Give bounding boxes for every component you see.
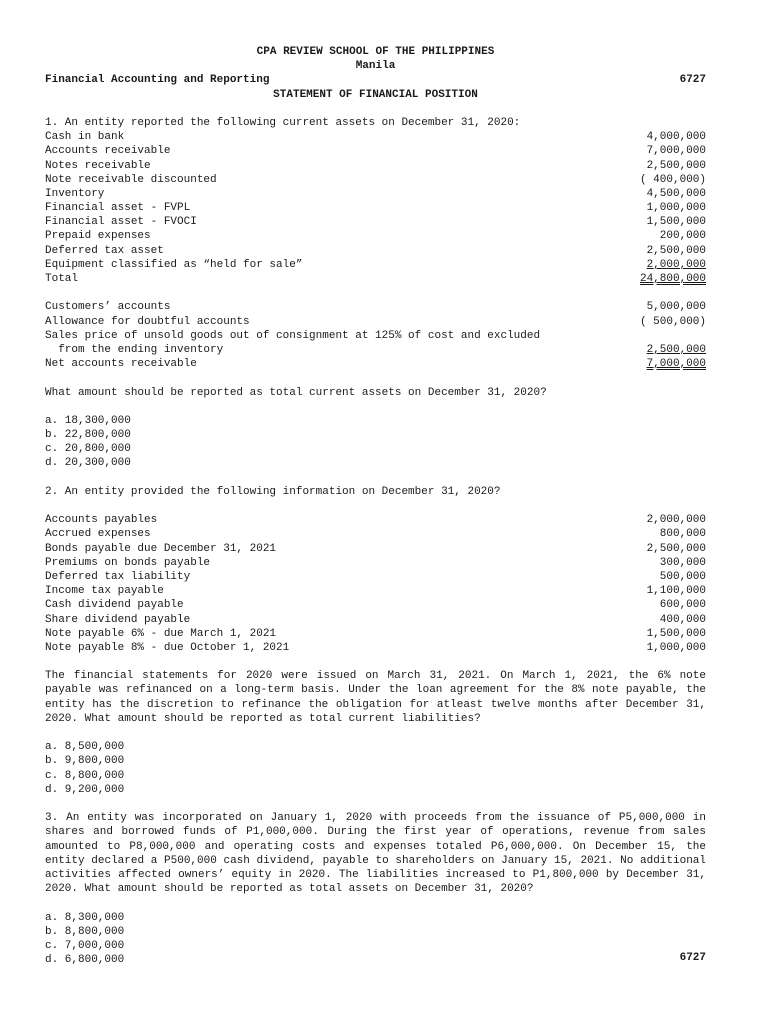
list-item: Share dividend payable 400,000 [45,613,706,626]
choice-d: d. 9,200,000 [45,783,125,796]
choice-c: c. 8,800,000 [45,769,125,782]
list-item: Equipment classified as “held for sale” 2,000,000 [45,258,706,271]
list-item: Note payable 6% - due March 1, 2021 1,500,000 [45,627,706,640]
list-item: Deferred tax asset 2,500,000 [45,244,706,257]
q3-paragraph: 3. An entity was incorporated on January 1, 2020 with proceeds from the issuance of P5,000,000 in shares and borrowed funds of P1,000,000. During the first year of operations, revenue from sales amounted to P8,000,000 and operating costs and expenses totaled P6,000,000. On December 15, the entity declared a P500,000 cash dividend, payable to shareholders on January 15, 2021. No additional activities affected owners’ equity in 2020. The liabilities increased to P1,800,000 by December 31, 2020. What amount should be reported as total assets on December 31, 2020? [45,812,706,896]
list-item: Deferred tax liability 500,000 [45,570,706,583]
q1-receivables-list [45,300,706,371]
subject-row [45,73,706,87]
school-city: Manila [355,60,396,73]
choice-a: a. 8,500,000 [45,741,125,754]
q1-current-assets-list [45,130,706,286]
list-item: from the ending inventory 2,500,000 [45,343,706,356]
total-row: Total 24,800,000 [45,273,706,285]
total-row: Net accounts receivable 7,000,000 [45,358,706,371]
list-item: Financial asset - FVPL 1,000,000 [45,202,706,215]
list-item: Bonds payable due December 31, 2021 2,500,000 [45,542,706,555]
page-footer [45,951,706,965]
choice-d: d. 6,800,000 [45,954,125,967]
q1-question: What amount should be reported as total current assets on December 31, 2020? [45,386,547,399]
choice-c: c. 20,800,000 [45,443,131,456]
list-item: Premiums on bonds payable 300,000 [45,556,706,569]
list-item: Accounts payables 2,000,000 [45,514,706,527]
q2-paragraph: The financial statements for 2020 were issued on March 31, 2021. On March 1, 2021, the 6% note payable was refinanced on a long-term basis. Under the loan agreement for the 8% note payable, the entity has the discretion to refinance the obligation for atleast twelve months after December 31, 2020. What amount should be reported as total current liabilities? [45,670,706,725]
q1-intro: 1. An entity reported the following current assets on December 31, 2020: [45,116,521,129]
list-item: Income tax payable 1,100,000 [45,585,706,598]
document-page [45,45,706,967]
choice-d: d. 20,300,000 [45,457,131,470]
list-item: Sales price of unsold goods out of consignment at 125% of cost and excluded [45,329,541,342]
list-item: Prepaid expenses 200,000 [45,230,706,243]
q1-choices [45,414,706,471]
choice-a: a. 18,300,000 [45,414,131,427]
list-item: Note payable 8% - due October 1, 2021 1,000,000 [45,641,706,654]
list-item: Allowance for doubtful accounts ( 500,000) [45,315,706,328]
list-item: Note receivable discounted ( 400,000) [45,173,706,186]
list-item: Cash in bank 4,000,000 [45,131,706,144]
choice-b: b. 8,800,000 [45,925,125,938]
list-item: Cash dividend payable 600,000 [45,599,706,612]
choice-a: a. 8,300,000 [45,911,125,924]
subject-title: Financial Accounting and Reporting [45,74,270,87]
document-code: 6727 [679,74,706,87]
list-item: Customers’ accounts 5,000,000 [45,301,706,314]
topic-title: STATEMENT OF FINANCIAL POSITION [273,88,478,101]
choice-b: b. 9,800,000 [45,755,125,768]
list-item: Financial asset - FVOCI 1,500,000 [45,216,706,229]
list-item: Accrued expenses 800,000 [45,528,706,541]
q2-intro: 2. An entity provided the following information on December 31, 2020? [45,485,501,498]
list-item: Inventory 4,500,000 [45,187,706,200]
list-item: Accounts receivable 7,000,000 [45,145,706,158]
choice-c: c. 7,000,000 [45,939,125,952]
choice-b: b. 22,800,000 [45,429,131,442]
q2-liabilities-list [45,513,706,655]
footer-code: 6727 [679,952,706,964]
q2-choices [45,740,706,797]
list-item: Notes receivable 2,500,000 [45,159,706,172]
school-name: CPA REVIEW SCHOOL OF THE PHILIPPINES [256,46,495,58]
